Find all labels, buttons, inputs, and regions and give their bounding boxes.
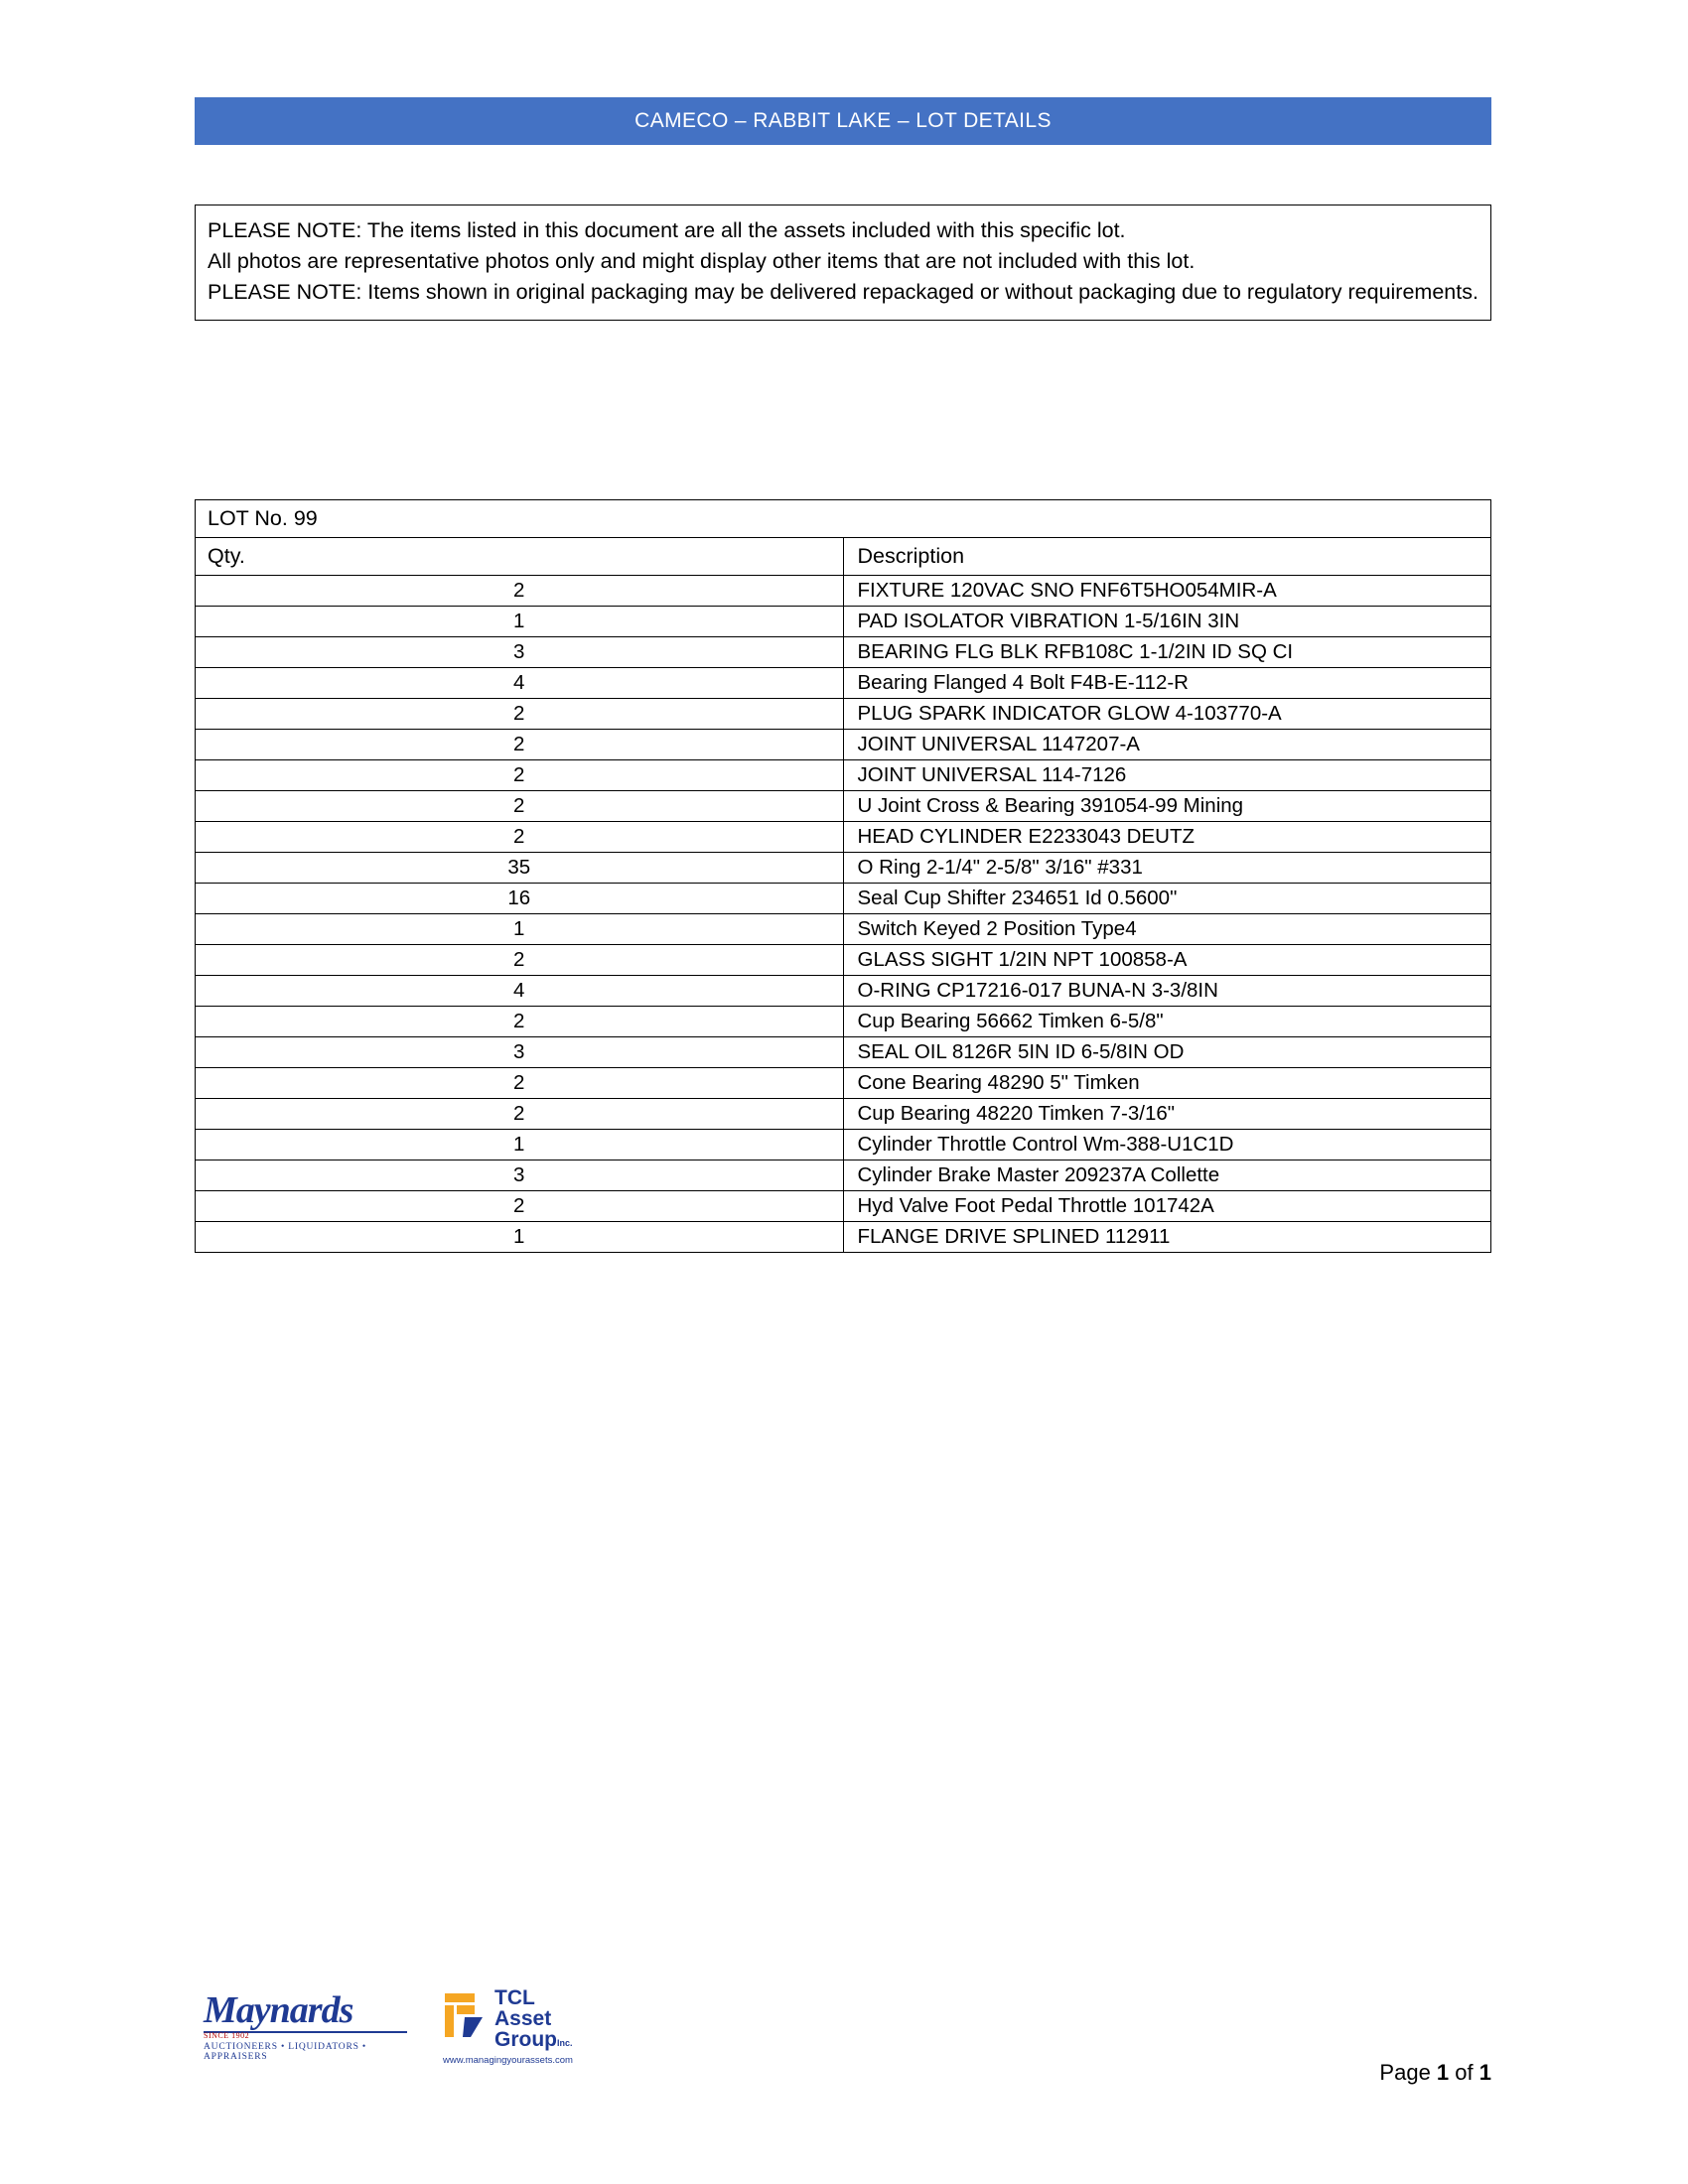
page-middle: of <box>1449 2060 1479 2085</box>
row-description: U Joint Cross & Bearing 391054-99 Mining <box>843 791 1491 822</box>
row-description: Cylinder Brake Master 209237A Collette <box>843 1160 1491 1191</box>
row-description: Cup Bearing 56662 Timken 6-5/8" <box>843 1007 1491 1037</box>
row-description: SEAL OIL 8126R 5IN ID 6-5/8IN OD <box>843 1037 1491 1068</box>
row-qty: 2 <box>196 1007 844 1037</box>
table-row <box>196 760 1491 791</box>
row-qty: 2 <box>196 945 844 976</box>
row-qty: 2 <box>196 760 844 791</box>
row-description: JOINT UNIVERSAL 114-7126 <box>843 760 1491 791</box>
table-row <box>196 1160 1491 1191</box>
tcl-line-2: Asset <box>494 2007 552 2030</box>
row-description: Cone Bearing 48290 5" Timken <box>843 1068 1491 1099</box>
row-description: BEARING FLG BLK RFB108C 1-1/2IN ID SQ CI <box>843 637 1491 668</box>
row-description: PAD ISOLATOR VIBRATION 1-5/16IN 3IN <box>843 607 1491 637</box>
maynards-since: SINCE 1902 <box>204 2031 250 2040</box>
row-description: FIXTURE 120VAC SNO FNF6T5HO054MIR-A <box>843 576 1491 607</box>
row-description: Cup Bearing 48220 Timken 7-3/16" <box>843 1099 1491 1130</box>
tcl-line-1: TCL <box>494 1986 535 2009</box>
column-header-description: Description <box>843 538 1491 576</box>
row-qty: 1 <box>196 1130 844 1160</box>
maynards-logo <box>204 1990 412 2062</box>
row-description: PLUG SPARK INDICATOR GLOW 4-103770-A <box>843 699 1491 730</box>
row-qty: 2 <box>196 1191 844 1222</box>
row-qty: 2 <box>196 576 844 607</box>
tcl-line-3-text: Group <box>494 2028 557 2051</box>
row-description: O Ring 2-1/4" 2-5/8" 3/16" #331 <box>843 853 1491 884</box>
row-qty: 2 <box>196 822 844 853</box>
table-header-row <box>196 538 1491 576</box>
tcl-url: www.managingyourassets.com <box>443 2055 573 2066</box>
table-row <box>196 1037 1491 1068</box>
note-line-3: PLEASE NOTE: Items shown in original packaging may be delivered repackaged or without packaging due to regulatory requirements. <box>208 280 1478 304</box>
row-qty: 2 <box>196 1099 844 1130</box>
tcl-mark-icon <box>443 1991 487 2039</box>
row-qty: 3 <box>196 1037 844 1068</box>
tcl-suffix: Inc. <box>557 2038 573 2048</box>
row-qty: 3 <box>196 1160 844 1191</box>
row-qty: 1 <box>196 1222 844 1253</box>
table-row <box>196 822 1491 853</box>
table-row <box>196 853 1491 884</box>
table-row <box>196 1007 1491 1037</box>
column-header-qty: Qty. <box>196 538 844 576</box>
row-description: GLASS SIGHT 1/2IN NPT 100858-A <box>843 945 1491 976</box>
row-qty: 2 <box>196 791 844 822</box>
table-row <box>196 1130 1491 1160</box>
row-qty: 2 <box>196 699 844 730</box>
tcl-wordmark <box>494 1987 573 2054</box>
table-row <box>196 976 1491 1007</box>
row-description: Bearing Flanged 4 Bolt F4B-E-112-R <box>843 668 1491 699</box>
page-title: CAMECO – RABBIT LAKE – LOT DETAILS <box>634 109 1052 132</box>
maynards-tagline: AUCTIONEERS • LIQUIDATORS • APPRAISERS <box>204 2042 366 2062</box>
lot-details-table <box>195 499 1491 1253</box>
document-title-bar <box>195 97 1491 145</box>
table-row <box>196 1068 1491 1099</box>
table-row <box>196 791 1491 822</box>
row-qty: 35 <box>196 853 844 884</box>
row-qty: 4 <box>196 976 844 1007</box>
row-qty: 16 <box>196 884 844 914</box>
table-row <box>196 607 1491 637</box>
row-description: JOINT UNIVERSAL 1147207-A <box>843 730 1491 760</box>
row-qty: 2 <box>196 730 844 760</box>
table-row <box>196 637 1491 668</box>
lot-number-row <box>196 500 1491 538</box>
maynards-wordmark: Maynards <box>204 1989 353 2031</box>
table-row <box>196 576 1491 607</box>
row-description: HEAD CYLINDER E2233043 DEUTZ <box>843 822 1491 853</box>
row-description: FLANGE DRIVE SPLINED 112911 <box>843 1222 1491 1253</box>
note-line-2: All photos are representative photos only and might display other items that are not included with this lot. <box>208 249 1196 273</box>
page-current: 1 <box>1436 2060 1450 2085</box>
note-line-1: PLEASE NOTE: The items listed in this document are all the assets included with this specific lot. <box>208 218 1126 242</box>
table-row <box>196 945 1491 976</box>
page-total: 1 <box>1478 2060 1491 2085</box>
page-number <box>1379 2060 1491 2086</box>
table-row <box>196 1191 1491 1222</box>
row-qty: 3 <box>196 637 844 668</box>
row-description: Seal Cup Shifter 234651 Id 0.5600" <box>843 884 1491 914</box>
row-description: O-RING CP17216-017 BUNA-N 3-3/8IN <box>843 976 1491 1007</box>
table-row <box>196 914 1491 945</box>
table-row <box>196 884 1491 914</box>
please-note-box <box>195 205 1491 321</box>
lot-table-body <box>196 500 1491 1253</box>
table-row <box>196 730 1491 760</box>
row-qty: 4 <box>196 668 844 699</box>
row-qty: 1 <box>196 607 844 637</box>
row-description: Cylinder Throttle Control Wm-388-U1C1D <box>843 1130 1491 1160</box>
tcl-asset-group-logo <box>443 1985 622 2071</box>
row-description: Switch Keyed 2 Position Type4 <box>843 914 1491 945</box>
table-row <box>196 699 1491 730</box>
table-row <box>196 1099 1491 1130</box>
table-row <box>196 668 1491 699</box>
page-prefix: Page <box>1379 2060 1437 2085</box>
row-description: Hyd Valve Foot Pedal Throttle 101742A <box>843 1191 1491 1222</box>
row-qty: 1 <box>196 914 844 945</box>
table-row <box>196 1222 1491 1253</box>
lot-number-label: LOT No. 99 <box>196 500 1491 538</box>
row-qty: 2 <box>196 1068 844 1099</box>
tcl-line-3 <box>494 2029 573 2054</box>
